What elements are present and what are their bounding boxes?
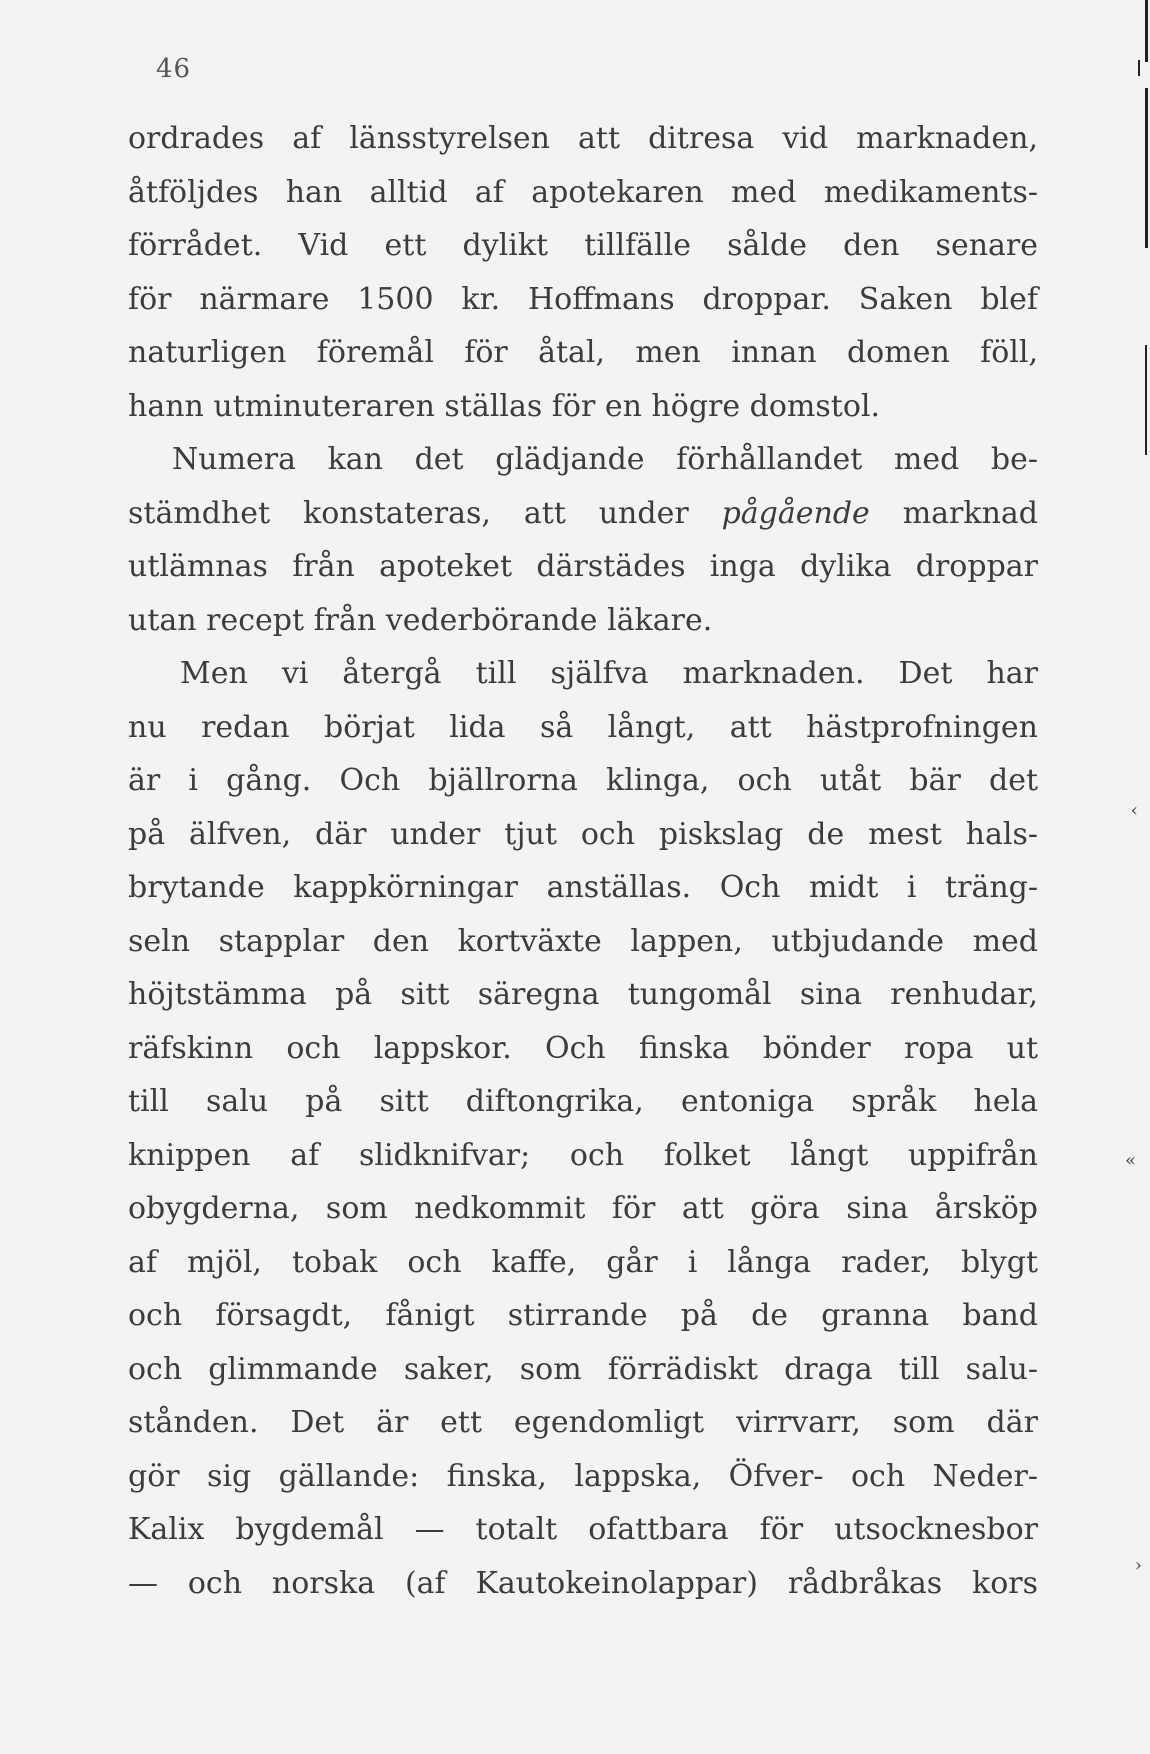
text-line	[128, 487, 1038, 541]
text-line: och försagdt, fånigt stirrande på de granna band	[128, 1298, 1038, 1333]
text-line: nu redan börjat lida så långt, att hästprofningen	[128, 709, 1038, 745]
margin-mark: ‹	[1130, 800, 1138, 821]
text-line: utan recept från vederbörande läkare.	[128, 602, 713, 638]
scan-edge-mark	[1145, 345, 1147, 455]
text-line: till salu på sitt diftongrika, entoniga språk hela	[128, 1084, 1038, 1119]
text-line: seln stapplar den kortväxte lappen, utbjudande med	[128, 923, 1038, 959]
text-line: — och norska (af Kautokeinolappar) rådbråkas kors	[128, 1565, 1038, 1601]
text-line: naturligen föremål för åtal, men innan domen föll,	[128, 335, 1038, 370]
text-line: Kalix bygdemål — totalt ofattbara för utsocknesbor	[128, 1512, 1038, 1547]
text-line: gör sig gällande: finska, lappska, Öfver- och Neder-	[128, 1458, 1038, 1494]
text-line: är i gång. Och bjällrorna klinga, och utåt bär det	[128, 763, 1038, 798]
scan-edge-mark	[1145, 88, 1148, 248]
text-line: räfskinn och lappskor. Och finska bönder ropa ut	[128, 1030, 1038, 1066]
text-line: förrådet. Vid ett dylikt tillfälle sålde den senare	[128, 228, 1038, 263]
text-line: obygderna, som nedkommit för att göra sina årsköp	[128, 1191, 1038, 1226]
text-line: och glimmande saker, som förrädiskt draga till salu-	[128, 1351, 1038, 1387]
text-line: knippen af slidknifvar; och folket långt uppifrån	[128, 1137, 1038, 1173]
margin-mark: ›	[1134, 1555, 1142, 1576]
text-line: på älfven, där under tjut och piskslag de mest hals-	[128, 816, 1038, 852]
text-line: hann utminuteraren ställas för en högre domstol.	[128, 388, 881, 424]
text-line: brytande kappkörningar anställas. Och midt i träng-	[128, 870, 1038, 905]
text-line: höjtstämma på sitt säregna tungomål sina renhudar,	[128, 977, 1038, 1012]
margin-mark: «	[1124, 1150, 1136, 1171]
text-run: marknad	[869, 495, 1038, 531]
emphasis-word: pågående	[721, 495, 870, 531]
page-number: 46	[156, 54, 192, 84]
scan-edge-mark	[1138, 60, 1140, 76]
text-run: stämdhet konstateras, att under	[128, 495, 722, 531]
text-line: ordrades af länsstyrelsen att ditresa vid marknaden,	[128, 121, 1038, 156]
text-line: af mjöl, tobak och kaffe, går i långa rader, blygt	[128, 1244, 1038, 1280]
text-line: för närmare 1500 kr. Hoffmans droppar. Saken blef	[128, 281, 1038, 317]
text-line: Numera kan det glädjande förhållandet med be-	[172, 442, 1038, 477]
text-line: Men vi återgå till själfva marknaden. Det har	[180, 656, 1038, 691]
text-line: utlämnas från apoteket därstädes inga dylika droppar	[128, 549, 1038, 584]
body-text	[128, 112, 1038, 1610]
scan-edge-mark	[1145, 0, 1148, 62]
text-line: stånden. Det är ett egendomligt virrvarr, som där	[128, 1405, 1038, 1440]
text-line: åtföljdes han alltid af apotekaren med medikaments-	[128, 174, 1038, 210]
